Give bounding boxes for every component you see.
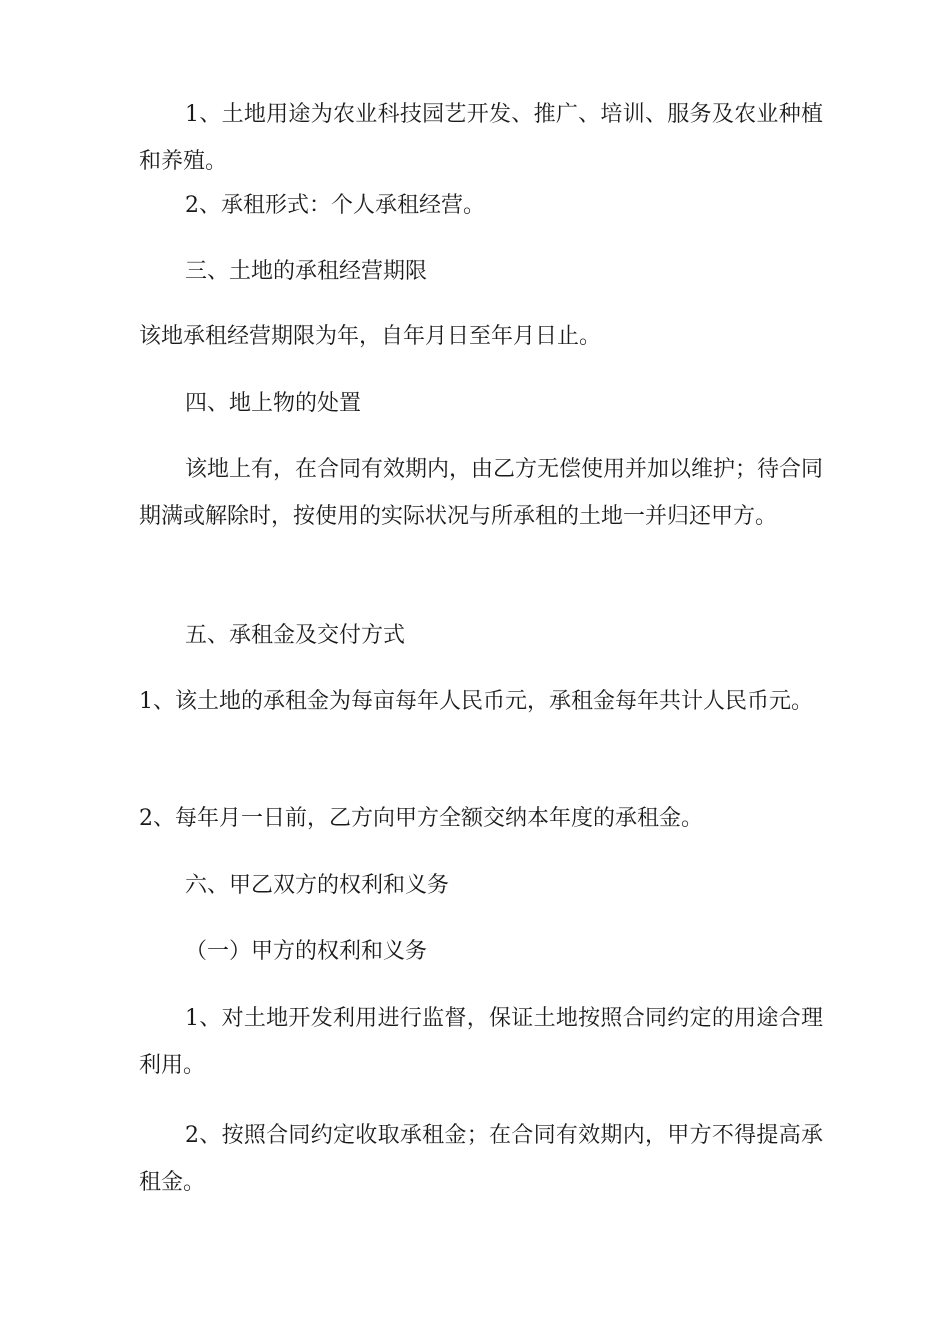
paragraph-rent-payment: 2、每年月一日前，乙方向甲方全额交纳本年度的承租金。: [139, 806, 703, 831]
paragraph-lease-form: 2、承租形式：个人承租经营。: [185, 193, 485, 218]
paragraph-rent-amount: 1、该土地的承租金为每亩每年人民币元，承租金每年共计人民币元。: [139, 689, 813, 714]
section-heading-rent: 五、承租金及交付方式: [185, 623, 406, 648]
paragraph-land-use: 1、土地用途为农业科技园艺开发、推广、培训、服务及农业种植和养殖。: [139, 102, 823, 174]
section-heading-structures: 四、地上物的处置: [185, 391, 362, 416]
section-heading-term: 三、土地的承租经营期限: [185, 259, 428, 284]
section-heading-rights: 六、甲乙双方的权利和义务: [185, 873, 450, 898]
paragraph-structures: 该地上有，在合同有效期内，由乙方无偿使用并加以维护；待合同期满或解除时，按使用的实际状况与所承租的土地一并归还甲方。: [139, 457, 824, 529]
paragraph-collect-rent: 2、按照合同约定收取承租金；在合同有效期内，甲方不得提高承租金。: [139, 1123, 823, 1195]
paragraph-term: 该地承租经营期限为年，自年月日至年月日止。: [139, 324, 602, 349]
paragraph-supervision: 1、对土地开发利用进行监督，保证土地按照合同约定的用途合理利用。: [139, 1006, 823, 1078]
subsection-heading-party-a: （一）甲方的权利和义务: [185, 939, 428, 964]
